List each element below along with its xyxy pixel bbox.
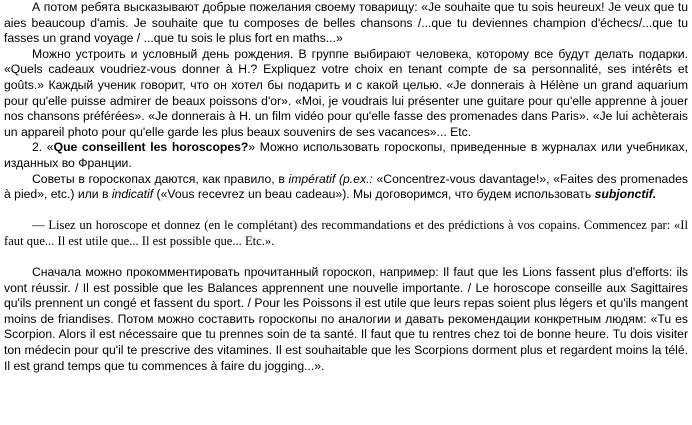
heading-suffix: » Можно использовать гороскопы, приведенные в журналах или учебниках, изданных во Франции. <box>4 140 688 170</box>
spacer <box>4 250 688 266</box>
moods-indicatif: indicatif <box>111 187 154 202</box>
moods-text-2: «Concentrez-vous davantage!», «Faites des promenades à pied», etc.) или в <box>4 171 688 202</box>
moods-text-1: Советы в гороскопах даются, как правило, в <box>32 171 289 186</box>
moods-text-3: («Vous recevrez un beau cadeau»). Мы договоримся, что будем использовать <box>153 187 595 202</box>
paragraph-horoscopes-heading <box>4 140 688 171</box>
paragraph-exercise-instruction: — Lisez un horoscope et donnez (en le complétant) des recommandations et des prédictions à vos copains. Commencez par: «Il faut que... Il est utile que... Il est possible que... Etc.». <box>4 218 688 248</box>
moods-subjonctif: subjonctif. <box>594 187 657 202</box>
paragraph-conditional-birthday: Можно устроить и условный день рождения. В группе выбирают человека, которому все будут делать подарки. «Quels cadeaux voudriez-vous donner à H.? Expliquez votre choix en tenant compte de sa personnalité, ses intérêts et goûts.» Каждый ученик говорит, что он хотел бы подарить и с какой целью. «Je donnerais à Hélène un grand aquarium pour qu'elle puisse admirer de beaux poissons d'or». «Moi, je voudrais lui présenter une guitare pour qu'elle apprenne à jouer nos chansons préférées». «Je donnerais à H. un film vidéo pour qu'elle fasse des promenades dans Paris». «Je lui achèterais un appareil photo pour qu'elle garde les plus beaux souvenirs de ses vacances»... Etc. <box>4 46 688 139</box>
heading-prefix: 2. « <box>32 140 54 155</box>
paragraph-birthday-wishes: А потом ребята высказывают добрые пожелания своему товарищу: «Je souhaite que tu sois heureux! Je veux que tu aies beaucoup d'amis. Je souhaite que tu composes de belles chansons /...que tu deviennes champion d'échecs/...que tu fasses un grand voyage / ...que tu sois le plus fort en maths...» <box>4 0 688 46</box>
paragraph-horoscope-moods <box>4 172 688 203</box>
paragraph-horoscope-commentary: Сначала можно прокомментировать прочитанный гороскоп, например: Il faut que les Lions fassent plus d'efforts: ils vont réussir. / Il est possible que les Balances apprennent une nouvelle importante. / Le horoscope conseille aux Sagittaires qu'ils prennent un congé et fassent du sport. / Pour les Poissons il est utile que leurs repas soient plus légers et qu'ils mangent moins de friandises. Потом можно составить гороскопы по аналогии и давать рекомендации конкретным людям: «Tu es Scorpion. Alors il est nécessaire que tu prennes soin de ta santé. Il faut que tu rentres chez toi de bonne heure. Tu dois visiter ton médecin pour qu'il te prescrive des vitamines. Il est souhaitable que les Scorpions dorment plus et regardent moins la télé. Il est grand temps que tu commences à faire du jogging...». <box>4 265 688 373</box>
moods-imperatif: impératif (p.ex.: <box>288 171 373 186</box>
spacer <box>4 203 688 219</box>
heading-bold-title: Que conseillent les horoscopes? <box>53 140 249 155</box>
